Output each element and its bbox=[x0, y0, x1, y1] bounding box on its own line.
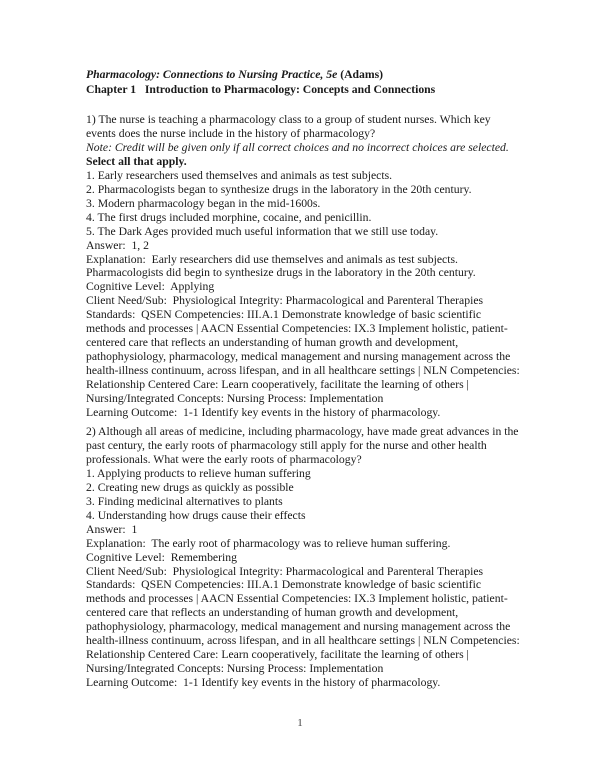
question-2-cognitive-level: Cognitive Level: Remembering bbox=[86, 550, 237, 564]
question-2-client-need: Client Need/Sub: Physiological Integrity: Pharmacological and Parenteral Therapies bbox=[86, 564, 484, 578]
question-1-instruction: Select all that apply. bbox=[86, 154, 187, 168]
page-number: 1 bbox=[297, 717, 303, 729]
question-2 bbox=[86, 425, 523, 690]
question-1-explanation: Explanation: Early researchers did use themselves and animals as test subjects. Pharmacologists did begin to synthesize drugs in the laboratory in the 20th century. bbox=[86, 252, 476, 280]
book-title: Pharmacology: Connections to Nursing Practice, 5e bbox=[86, 68, 338, 81]
question-2-explanation: Explanation: The early root of pharmacology was to relieve human suffering. bbox=[86, 536, 451, 550]
question-1-option-5: 5. The Dark Ages provided much useful information that we still use today. bbox=[86, 224, 439, 238]
question-2-learning-outcome: Learning Outcome: 1-1 Identify key events in the history of pharmacology. bbox=[86, 676, 441, 690]
question-2-option-3: 3. Finding medicinal alternatives to plants bbox=[86, 494, 283, 508]
question-1-client-need: Client Need/Sub: Physiological Integrity: Pharmacological and Parenteral Therapies bbox=[86, 294, 484, 308]
question-1-cognitive-level: Cognitive Level: Applying bbox=[86, 280, 215, 294]
question-1-standards: Standards: QSEN Competencies: III.A.1 Demonstrate knowledge of basic scientific methods and processes | AACN Essential Competencies: IX.3 Implement holistic, patient-centered care that reflects an understanding of human growth and development, pathophysiology, pharmacology, medical management and nursing management across the health-illness continuum, across lifespan, and in all healthcare settings | NLN Competencies: Relationship Centered Care: Learn cooperatively, facilitate the learning of others | Nursing/Integrated Concepts: Nursing Process: Implementation bbox=[86, 308, 523, 406]
question-2-standards: Standards: QSEN Competencies: III.A.1 Demonstrate knowledge of basic scientific methods and processes | AACN Essential Competencies: IX.3 Implement holistic, patient-centered care that reflects an understanding of human growth and development, pathophysiology, pharmacology, medical management and nursing management across the health-illness continuum, across lifespan, and in all healthcare settings | NLN Competencies: Relationship Centered Care: Learn cooperatively, facilitate the learning of others | Nursing/Integrated Concepts: Nursing Process: Implementation bbox=[86, 578, 523, 676]
question-2-option-2: 2. Creating new drugs as quickly as possible bbox=[86, 480, 294, 494]
question-1-option-2: 2. Pharmacologists began to synthesize drugs in the laboratory in the 20th century. bbox=[86, 182, 472, 196]
question-1-option-3: 3. Modern pharmacology began in the mid-1600s. bbox=[86, 196, 321, 210]
page-content bbox=[86, 67, 523, 690]
question-1-answer: Answer: 1, 2 bbox=[86, 238, 149, 252]
chapter-title: Chapter 1 Introduction to Pharmacology: Concepts and Connections bbox=[86, 83, 436, 96]
question-2-option-4: 4. Understanding how drugs cause their effects bbox=[86, 508, 306, 522]
question-2-stem: 2) Although all areas of medicine, including pharmacology, have made great advances in the past century, the early roots of pharmacology still apply for the nurse and other health professionals. What were the early roots of pharmacology? bbox=[86, 424, 522, 466]
document-header bbox=[86, 67, 523, 97]
question-1-note: Note: Credit will be given only if all correct choices and no incorrect choices are selected. bbox=[86, 140, 509, 154]
question-1-option-4: 4. The first drugs included morphine, cocaine, and penicillin. bbox=[86, 210, 372, 224]
book-author: (Adams) bbox=[337, 68, 384, 81]
question-2-answer: Answer: 1 bbox=[86, 522, 138, 536]
question-1-option-1: 1. Early researchers used themselves and animals as test subjects. bbox=[86, 168, 393, 182]
question-2-option-1: 1. Applying products to relieve human suffering bbox=[86, 466, 311, 480]
question-1-stem: 1) The nurse is teaching a pharmacology class to a group of student nurses. Which key events does the nurse include in the history of pharmacology? bbox=[86, 113, 494, 140]
book-title-line bbox=[86, 67, 523, 82]
question-1 bbox=[86, 113, 523, 420]
question-1-learning-outcome: Learning Outcome: 1-1 Identify key events in the history of pharmacology. bbox=[86, 406, 441, 420]
